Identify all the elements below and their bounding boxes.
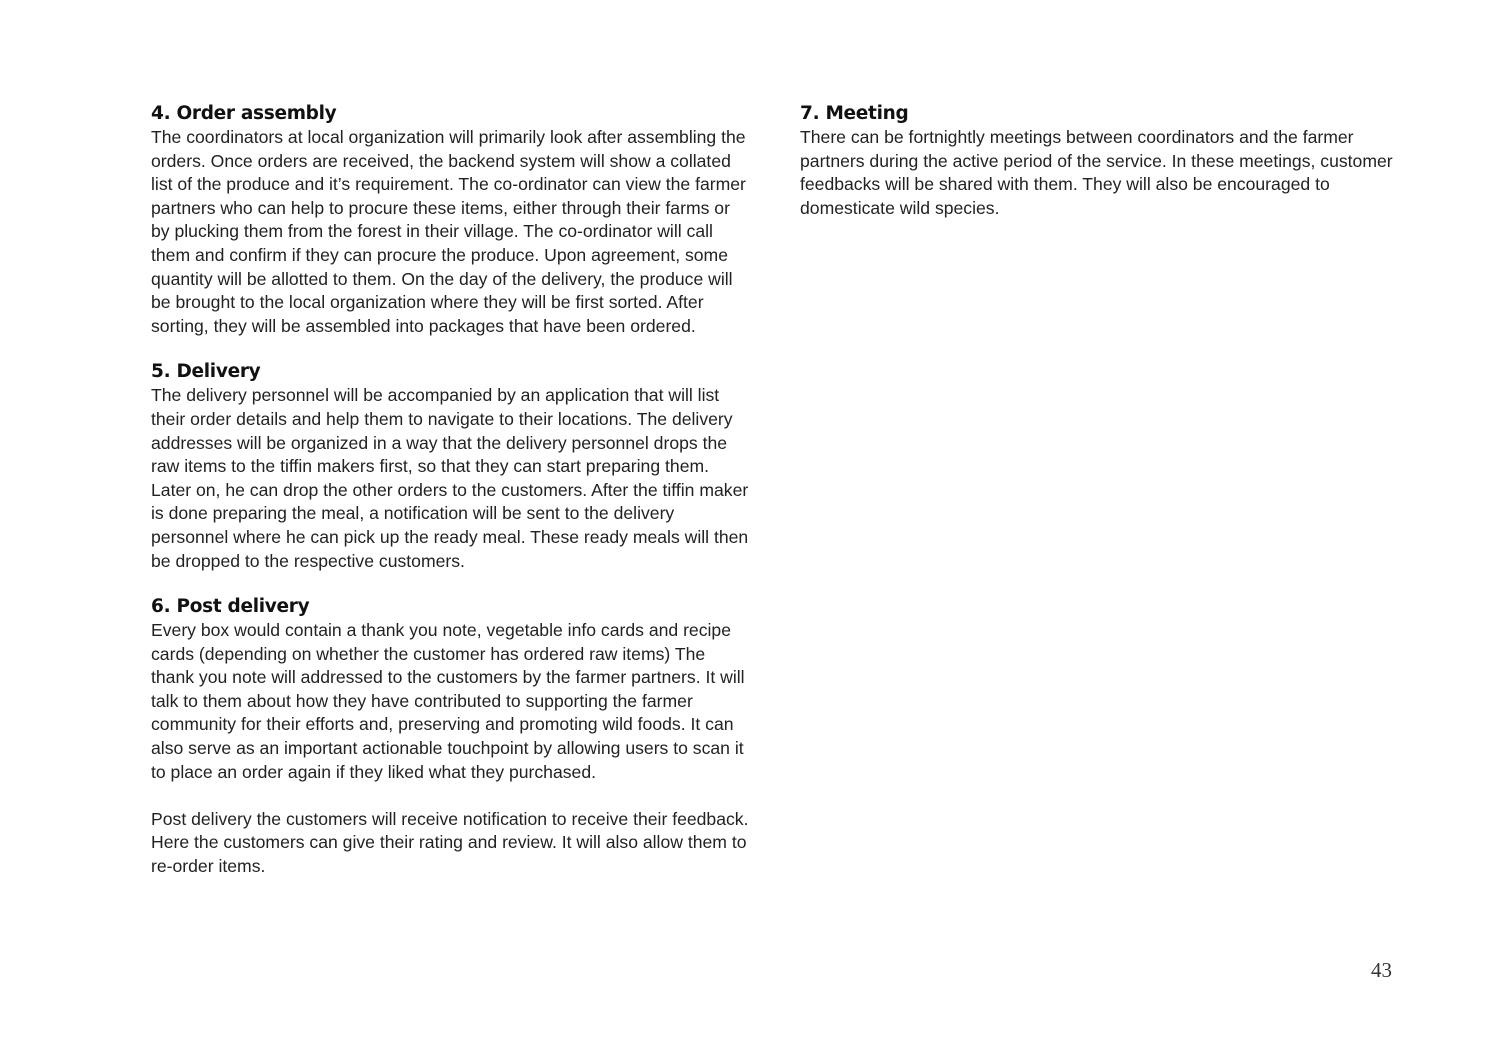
section-heading: 5. Delivery (151, 361, 261, 383)
section-paragraph: Every box would contain a thank you note, vegetable info cards and recipe cards (depending on whether the customer has ordered raw items) The thank you note will addressed to the customers by the farmer partners. It will talk to them about how they have contributed to supporting the farmer community for their efforts and, preserving and promoting wild foods. It can also serve as an important actionable touchpoint by allowing users to scan it to place an order again if they liked what they purchased. (151, 620, 745, 782)
left-column (151, 102, 751, 901)
section-heading: 4. Order assembly (151, 103, 337, 124)
page-number: 43 (1371, 958, 1392, 982)
section-heading: 6. Post delivery (151, 596, 310, 618)
section-post-delivery (151, 595, 751, 878)
section-paragraph: The delivery personnel will be accompanied by an application that will list their order details and help them to navigate to their locations. The delivery addresses will be organized in a way that the delivery personnel drops the raw items to the tiffin makers first, so that they can start preparing them. Later on, he can drop the other orders to the customers. After the tiffin maker is done preparing the meal, a notification will be sent to the delivery personnel where he can pick up the ready meal. These ready meals will then be dropped to the respective customers. (151, 385, 749, 571)
section-paragraph: There can be fortnightly meetings between coordinators and the farmer partners during the active period of the service. In these meetings, customer feedbacks will be shared with them. They will also be encouraged to domesticate wild species. (800, 127, 1393, 218)
section-paragraph: Post delivery the customers will receive notification to receive their feedback. Here the customers can give their rating and review. It will also allow them to re-order items. (151, 808, 749, 876)
section-order-assembly (151, 102, 751, 338)
section-meeting (800, 102, 1405, 220)
section-paragraph: The coordinators at local organization will primarily look after assembling the orders. Once orders are received, the backend system will show a collated list of the produce and it’s requirement. The co-ordinator can view the farmer partners who can help to procure these items, either through their farms or by plucking them from the forest in their village. The co-ordinator will call them and confirm if they can procure the produce. Upon agreement, some quantity will be allotted to them. On the day of the delivery, the produce will be brought to the local organization where they will be first sorted. After sorting, they will be assembled into packages that have been ordered. (151, 127, 746, 336)
section-heading: 7. Meeting (800, 103, 909, 124)
section-delivery (151, 360, 751, 573)
right-column (800, 102, 1405, 242)
